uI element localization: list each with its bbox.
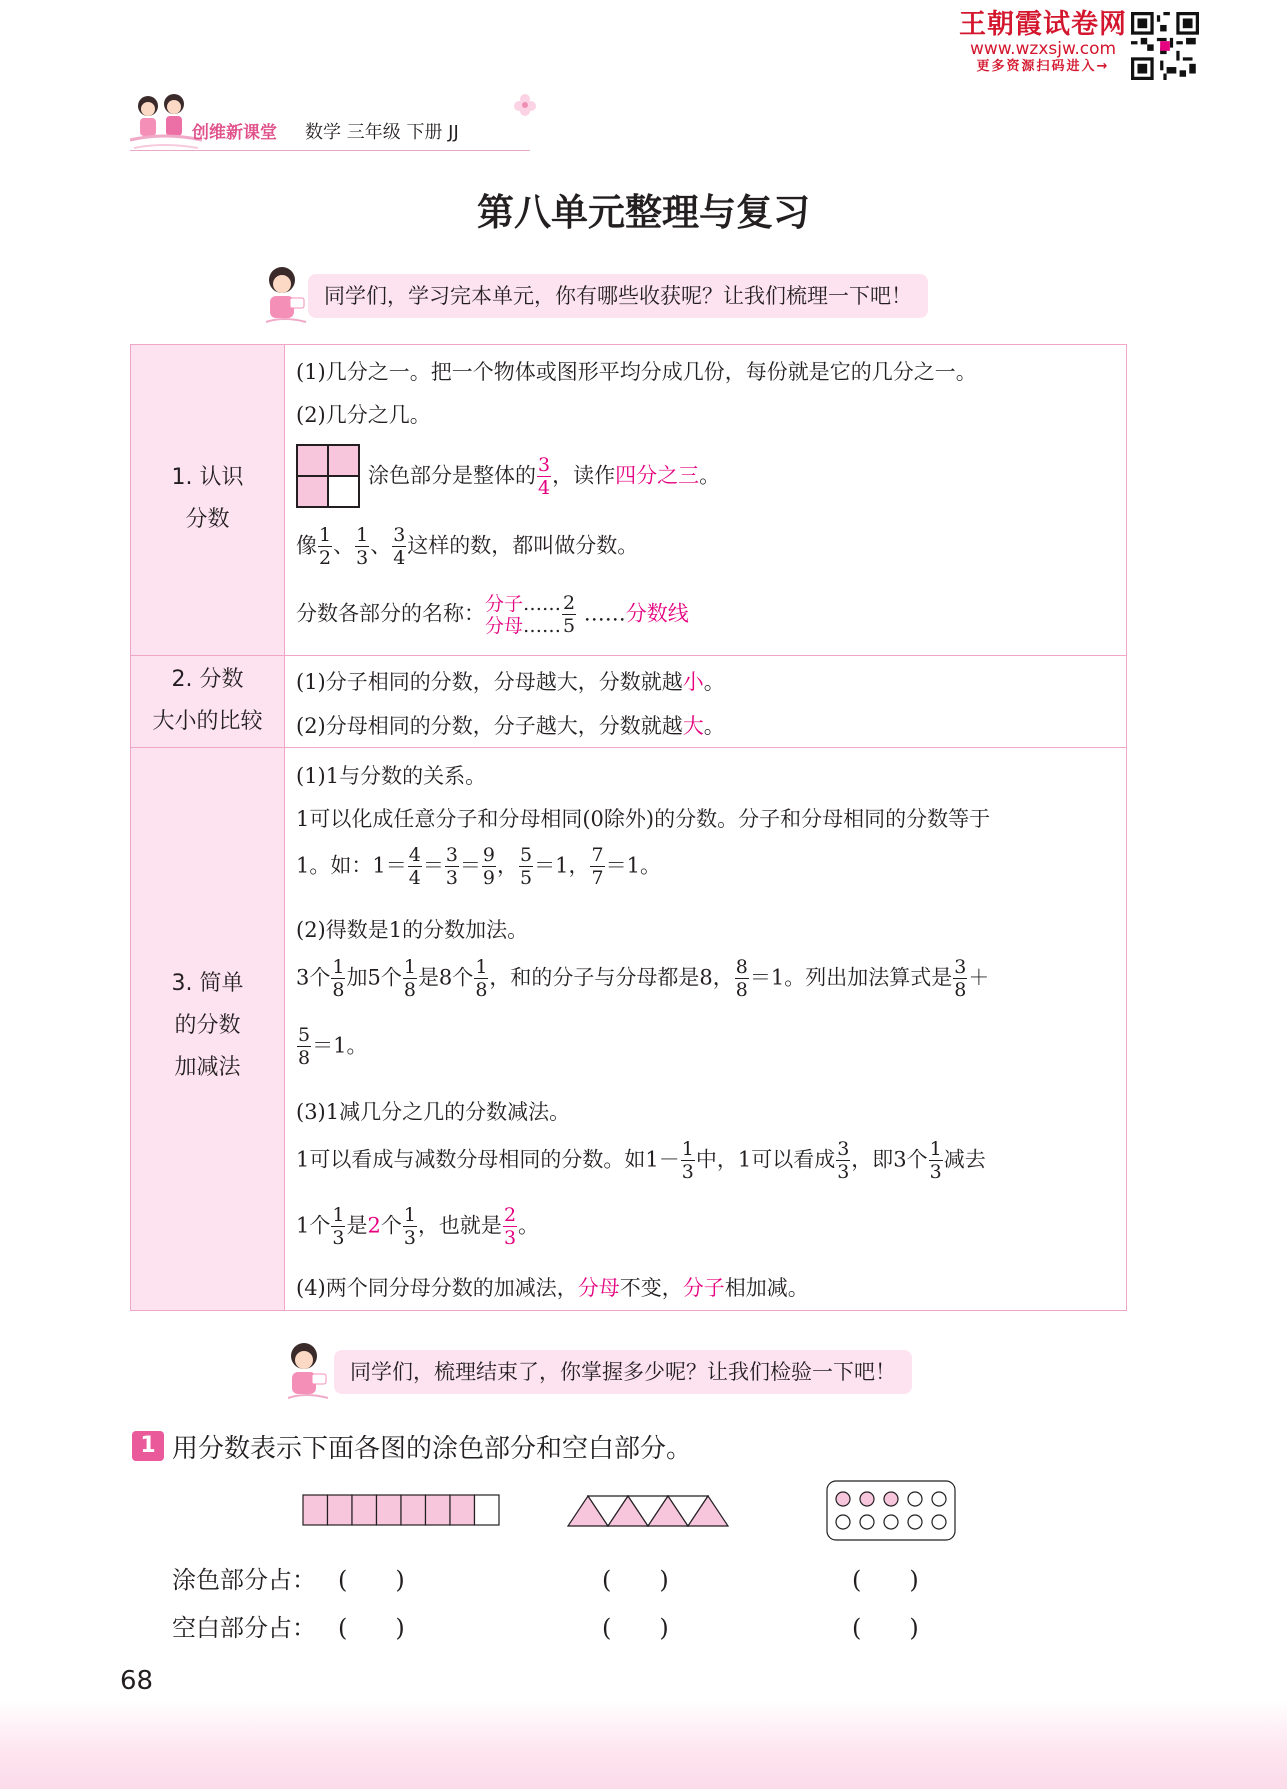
text-line [296, 1026, 367, 1068]
brand-block [958, 10, 1128, 76]
denominator: 4 [408, 867, 421, 889]
denominator: 3 [403, 1227, 416, 1249]
answer-text: 大 [682, 714, 704, 738]
triangle-figure [566, 1494, 734, 1528]
text-span: ，也就是 [417, 1213, 502, 1238]
text-line [296, 846, 661, 888]
text-line: (2)几分之几。 [296, 403, 431, 427]
category-2-line: 大小的比较 [152, 709, 263, 734]
fraction [503, 1206, 517, 1248]
numerator-term: 分子 [485, 592, 524, 615]
fraction [445, 846, 459, 888]
text-span: 中，1可以看成 [695, 1147, 836, 1172]
fraction [482, 846, 496, 888]
text-span: ＝ [534, 853, 556, 878]
numerator: 1 [929, 1138, 942, 1160]
girl-mascot-icon [278, 1340, 334, 1404]
numerator: 1 [356, 524, 369, 546]
denominator: 3 [503, 1227, 517, 1249]
text-span: ， [568, 853, 590, 878]
fraction [929, 1140, 943, 1182]
numerator: 3 [393, 524, 406, 546]
answer-blank[interactable]: ( ) [852, 1614, 919, 1642]
text-span: …… [583, 601, 626, 626]
text-span: 1 [555, 853, 569, 878]
exercise-instruction: 用分数表示下面各图的涂色部分和空白部分。 [172, 1434, 693, 1464]
text-span: 、 [370, 533, 392, 558]
text-span: ＝1。 [312, 1033, 368, 1058]
answer-blank[interactable]: ( ) [602, 1614, 669, 1642]
text-line: (2)得数是1的分数加法。 [296, 918, 529, 942]
numerator: 3 [954, 956, 967, 978]
text-line [296, 666, 725, 696]
text-span: 是 [346, 1213, 368, 1238]
answer-blank[interactable]: ( ) [338, 1614, 405, 1642]
text-span: 1可以看成与减数分母相同的分数。如1－ [296, 1147, 680, 1172]
bar-figure [302, 1494, 502, 1528]
answer-text: 2 [367, 1213, 381, 1238]
fraction [836, 1140, 850, 1182]
denominator: 5 [563, 615, 576, 637]
text-span: 涂色部分是整体的 [368, 463, 536, 488]
row-divider [131, 655, 1126, 656]
numerator: 1 [332, 1204, 345, 1226]
fraction [331, 958, 345, 1000]
category-1 [131, 457, 284, 541]
denominator: 2 [319, 547, 332, 569]
text-line [296, 1140, 986, 1182]
text-line: (1)几分之一。把一个物体或图形平均分成几份，每份就是它的几分之一。 [296, 360, 977, 384]
numerator: 1 [475, 956, 488, 978]
footer-band [0, 1700, 1287, 1789]
numerator: 4 [408, 844, 421, 866]
intro-bubble: 同学们，学习完本单元，你有哪些收获呢？让我们梳理一下吧！ [308, 274, 928, 318]
denominator: 9 [482, 867, 496, 889]
denominator: 8 [298, 1047, 311, 1069]
column-divider [284, 345, 285, 1310]
numerator: 3 [538, 454, 551, 476]
denominator: 8 [735, 979, 748, 1001]
category-2-line: 2. 分数 [171, 667, 244, 692]
answer-blank[interactable]: ( ) [602, 1566, 669, 1594]
numerator: 9 [482, 844, 496, 866]
brand-tagline: 更多资源扫码进入→ [976, 59, 1110, 74]
text-span: 这样的数，都叫做分数。 [407, 533, 639, 558]
text-span: (2)分母相同的分数，分子越大，分数就越 [296, 714, 683, 738]
denominator: 8 [332, 979, 345, 1001]
row-divider [131, 747, 1126, 748]
category-2 [131, 659, 284, 743]
fraction [403, 958, 417, 1000]
course-name: 数学 三年级 下册 JJ [305, 122, 459, 143]
text-span: 1 [626, 853, 640, 878]
denominator: 8 [954, 979, 967, 1001]
text-span: ，即3个 [851, 1147, 928, 1172]
numerator: 1 [319, 524, 332, 546]
numerator: 1 [332, 956, 345, 978]
exercise-number: 1 [132, 1431, 164, 1461]
flower-icon [512, 92, 538, 118]
text-line [368, 456, 720, 498]
text-span: 、 [333, 533, 355, 558]
fraction [562, 594, 576, 636]
fraction [590, 846, 604, 888]
numerator: 5 [298, 1024, 311, 1046]
text-span: 分数各部分的名称： [296, 601, 485, 626]
fraction [681, 1140, 695, 1182]
fraction-parts [485, 592, 562, 637]
fraction [355, 526, 369, 568]
answer-blank[interactable]: ( ) [852, 1566, 919, 1594]
text-line [296, 594, 689, 636]
fraction [474, 958, 488, 1000]
answer-text: 小 [682, 670, 704, 694]
grid-cell-shaded [297, 445, 328, 476]
answer-blank[interactable]: ( ) [338, 1566, 405, 1594]
denominator: 4 [393, 547, 406, 569]
text-span: 减去 [943, 1147, 986, 1172]
text-span: 。 [703, 670, 725, 694]
denominator: 3 [929, 1161, 942, 1183]
numerator: 2 [503, 1204, 517, 1226]
girl-mascot-icon [256, 264, 312, 328]
text-line: 1可以化成任意分子和分母相同(0除外)的分数。分子和分母相同的分数等于 [296, 807, 991, 831]
text-span: 相加减。 [724, 1276, 809, 1300]
numerator: 8 [735, 956, 748, 978]
denominator: 4 [538, 477, 551, 499]
brand-name: 王朝霞试卷网 [959, 9, 1127, 40]
text-line [296, 1206, 539, 1248]
text-line: (3)1减几分之几的分数减法。 [296, 1100, 571, 1124]
text-span: ＋ [968, 965, 990, 990]
check-bubble: 同学们，梳理结束了，你掌握多少呢？让我们检验一下吧！ [334, 1350, 912, 1394]
text-span: ，读作 [552, 463, 616, 488]
category-1-line: 分数 [185, 507, 230, 532]
fraction [331, 1206, 345, 1248]
fraction [392, 526, 406, 568]
text-line [296, 710, 725, 740]
text-span: ＝1。列出加法算式是 [749, 965, 953, 990]
series-name: 创维新课堂 [192, 123, 277, 143]
text-line [296, 958, 989, 1000]
grid-cell-blank [328, 476, 359, 507]
circles-figure [826, 1480, 958, 1542]
shaded-label: 涂色部分占： [172, 1566, 316, 1594]
fraction [519, 846, 533, 888]
page-number: 68 [120, 1666, 154, 1696]
denominator: 3 [356, 547, 369, 569]
denominator: 3 [332, 1227, 345, 1249]
fraction [297, 1026, 311, 1068]
numerator: 1 [403, 956, 416, 978]
fraction [408, 846, 422, 888]
text-span: 。 [518, 1213, 540, 1238]
category-3-line: 加减法 [174, 1055, 241, 1080]
text-span: ＝ [459, 853, 481, 878]
fraction [735, 958, 749, 1000]
text-line [296, 526, 638, 568]
text-span: 不变， [619, 1276, 683, 1300]
fraction [953, 958, 967, 1000]
page-title: 第八单元整理与复习 [477, 191, 810, 234]
text-span: 1个 [296, 1213, 331, 1238]
grid-cell-shaded [328, 445, 359, 476]
text-line [296, 1272, 809, 1302]
answer-text: 分母 [577, 1276, 620, 1300]
denominator: 7 [591, 867, 604, 889]
text-line: (1)1与分数的关系。 [296, 764, 487, 788]
text-span: ＝ [605, 853, 627, 878]
numerator: 3 [445, 844, 458, 866]
text-span: 像 [296, 533, 317, 558]
text-span: …… [523, 614, 562, 637]
denominator-term: 分母 [485, 614, 524, 637]
text-span: ，和的分子与分母都是8， [489, 965, 734, 990]
category-3-line: 的分数 [174, 1013, 241, 1038]
category-1-line: 1. 认识 [171, 465, 244, 490]
category-3 [131, 963, 284, 1089]
numerator: 5 [520, 844, 533, 866]
blank-label: 空白部分占： [172, 1614, 316, 1642]
fraction [537, 456, 551, 498]
numerator: 2 [563, 592, 576, 614]
answer-text: 分子 [682, 1276, 725, 1300]
text-span: (1)分子相同的分数，分母越大，分数就越 [296, 670, 683, 694]
denominator: 5 [520, 867, 533, 889]
text-span: 1。如：1＝ [296, 853, 407, 878]
text-span: 是8个 [417, 965, 474, 990]
numerator: 7 [591, 844, 604, 866]
text-span: 个 [380, 1213, 402, 1238]
text-span: 。 [703, 714, 725, 738]
denominator: 3 [445, 867, 458, 889]
text-span: 加5个 [346, 965, 402, 990]
numerator: 1 [403, 1204, 416, 1226]
text-span: 3个 [296, 965, 331, 990]
numerator: 3 [837, 1138, 850, 1160]
numerator: 1 [681, 1138, 694, 1160]
denominator: 3 [837, 1161, 850, 1183]
text-span: …… [523, 592, 562, 615]
brand-url[interactable]: www.wzxsjw.com [969, 39, 1117, 59]
grid-cell-shaded [297, 476, 328, 507]
fraction [318, 526, 332, 568]
answer-text: 四分之三 [615, 463, 700, 488]
text-span: ＝ [422, 853, 444, 878]
text-span: ， [497, 853, 519, 878]
denominator: 8 [403, 979, 416, 1001]
denominator: 8 [475, 979, 488, 1001]
fraction [403, 1206, 417, 1248]
text-span: (4)两个同分母分数的加减法， [296, 1276, 578, 1300]
fraction-grid [296, 444, 360, 508]
denominator: 3 [681, 1161, 694, 1183]
qr-code-icon[interactable] [1131, 12, 1199, 80]
header-divider [130, 150, 530, 151]
category-3-line: 3. 简单 [171, 971, 244, 996]
text-span: 。 [639, 853, 661, 878]
fraction-line-term: 分数线 [625, 601, 689, 626]
text-span: 。 [699, 463, 721, 488]
